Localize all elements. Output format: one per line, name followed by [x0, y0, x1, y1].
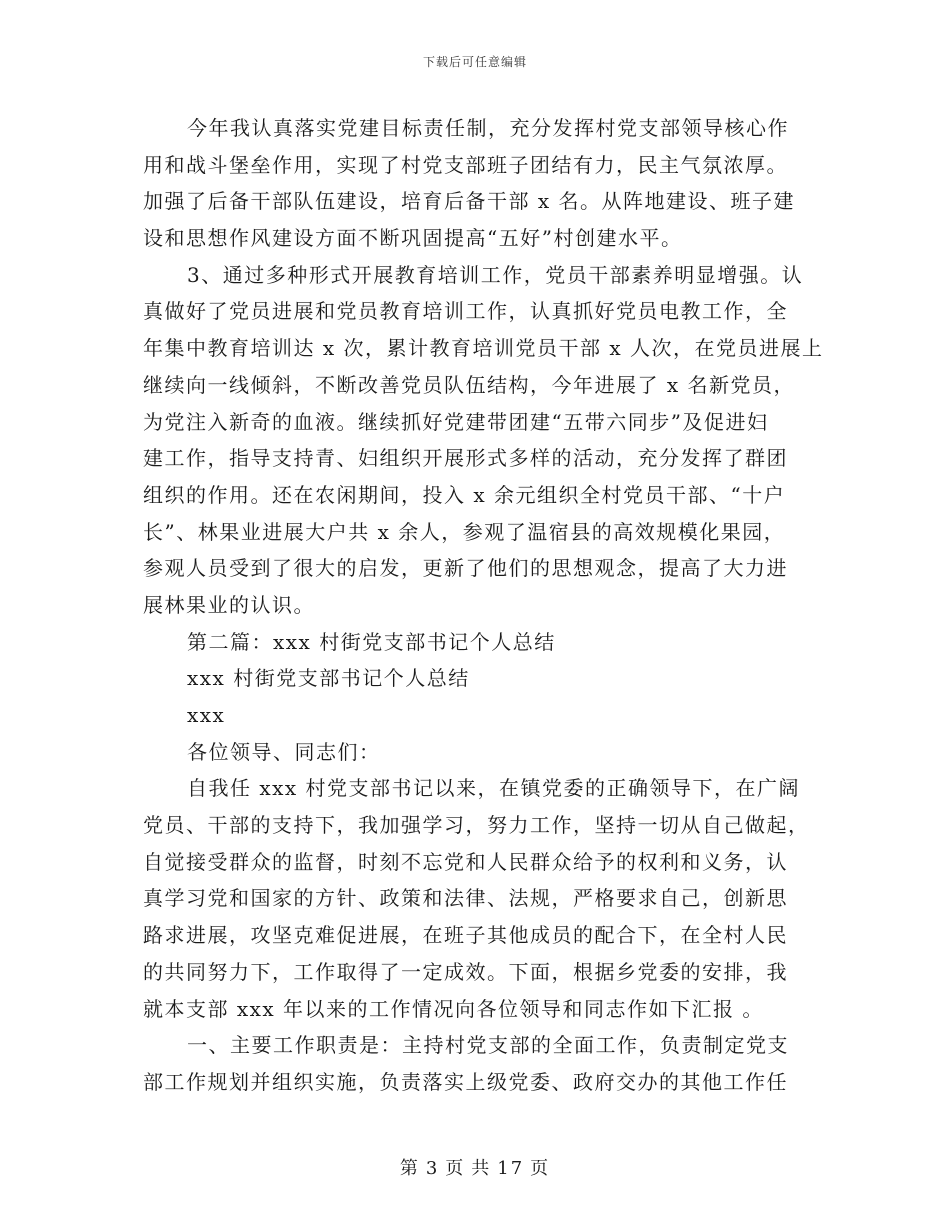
page-header: 下载后可任意编辑 [422, 55, 527, 69]
paragraph-line: 3、通过多种形式开展教育培训工作，党员干部素养明显增强。认 [187, 262, 804, 287]
paragraph-line: 为党注入新奇的血液。继续抓好党建带团建“五带六同步”及促进妇 [143, 409, 769, 434]
page-number: 3 [425, 1158, 440, 1179]
footer-page-word: 页 [445, 1158, 466, 1179]
paragraph-line: 建工作，指导支持青、妇组织开展形式多样的活动，充分发挥了群团 [143, 446, 788, 471]
paragraph-line: 就本支部 xxx 年以来的工作情况向各位领导和同志作如下汇报 。 [143, 996, 764, 1021]
article-title: xxx 村街党支部书记个人总结 [187, 666, 470, 691]
footer-total-word: 共 [471, 1158, 492, 1179]
paragraph-line: 的共同努力下，工作取得了一定成效。下面，根据乡党委的安排，我 [143, 959, 788, 984]
paragraph-line: 组织的作用。还在农闲期间，投入 x 余元组织全村党员干部、“十户 [143, 482, 786, 507]
paragraph-line: 参观人员受到了很大的启发，更新了他们的思想观念，提高了大力进 [143, 556, 788, 581]
paragraph-line: 真学习党和国家的方针、政策和法律、法规，严格要求自己，创新思 [143, 886, 788, 911]
paragraph-line: 一、主要工作职责是：主持村党支部的全面工作，负责制定党支 [187, 1033, 789, 1058]
paragraph-line: 继续向一线倾斜，不断改善党员队伍结构，今年进展了 x 名新党员， [143, 372, 795, 397]
paragraph-line: 今年我认真落实党建目标责任制，充分发挥村党支部领导核心作 [187, 116, 789, 140]
paragraph-line: 长”、林果业进展大户共 x 余人，参观了温宿县的高效规模化果园， [143, 519, 786, 544]
paragraph-line: 加强了后备干部队伍建设，培育后备干部 x 名。从阵地建设、班子建 [143, 189, 795, 214]
paragraph-line: 展林果业的认识。 [143, 592, 315, 617]
footer-suffix: 页 [530, 1158, 551, 1179]
document-body [143, 110, 824, 1101]
paragraph-line: 设和思想作风建设方面不断巩固提高“五好”村创建水平。 [143, 226, 683, 251]
section-title: 第二篇：xxx 村街党支部书记个人总结 [187, 629, 556, 654]
page-footer [0, 1154, 950, 1180]
paragraph-line: 路求进展，攻坚克难促进展，在班子其他成员的配合下，在全村人民 [143, 923, 788, 948]
author-line: xxx [187, 703, 226, 727]
paragraph-line: 党员、干部的支持下，我加强学习，努力工作，坚持一切从自己做起， [143, 813, 810, 838]
paragraph-line: 年集中教育培训达 x 次，累计教育培训党员干部 x 人次，在党员进展上 [143, 336, 824, 361]
salutation: 各位领导、同志们： [187, 739, 381, 764]
paragraph-line: 自觉接受群众的监督，时刻不忘党和人民群众给予的权利和义务，认 [143, 849, 788, 874]
paragraph-line: 自我任 xxx 村党支部书记以来，在镇党委的正确领导下，在广阔 [187, 776, 801, 801]
footer-prefix: 第 [399, 1158, 420, 1179]
paragraph-line: 真做好了党员进展和党员教育培训工作，认真抓好党员电教工作，全 [143, 299, 788, 324]
paragraph-line: 部工作规划并组织实施，负责落实上级党委、政府交办的其他工作任 [143, 1069, 788, 1094]
total-pages: 17 [497, 1158, 525, 1179]
paragraph-line: 用和战斗堡垒作用，实现了村党支部班子团结有力，民主气氛浓厚。 [143, 152, 788, 177]
